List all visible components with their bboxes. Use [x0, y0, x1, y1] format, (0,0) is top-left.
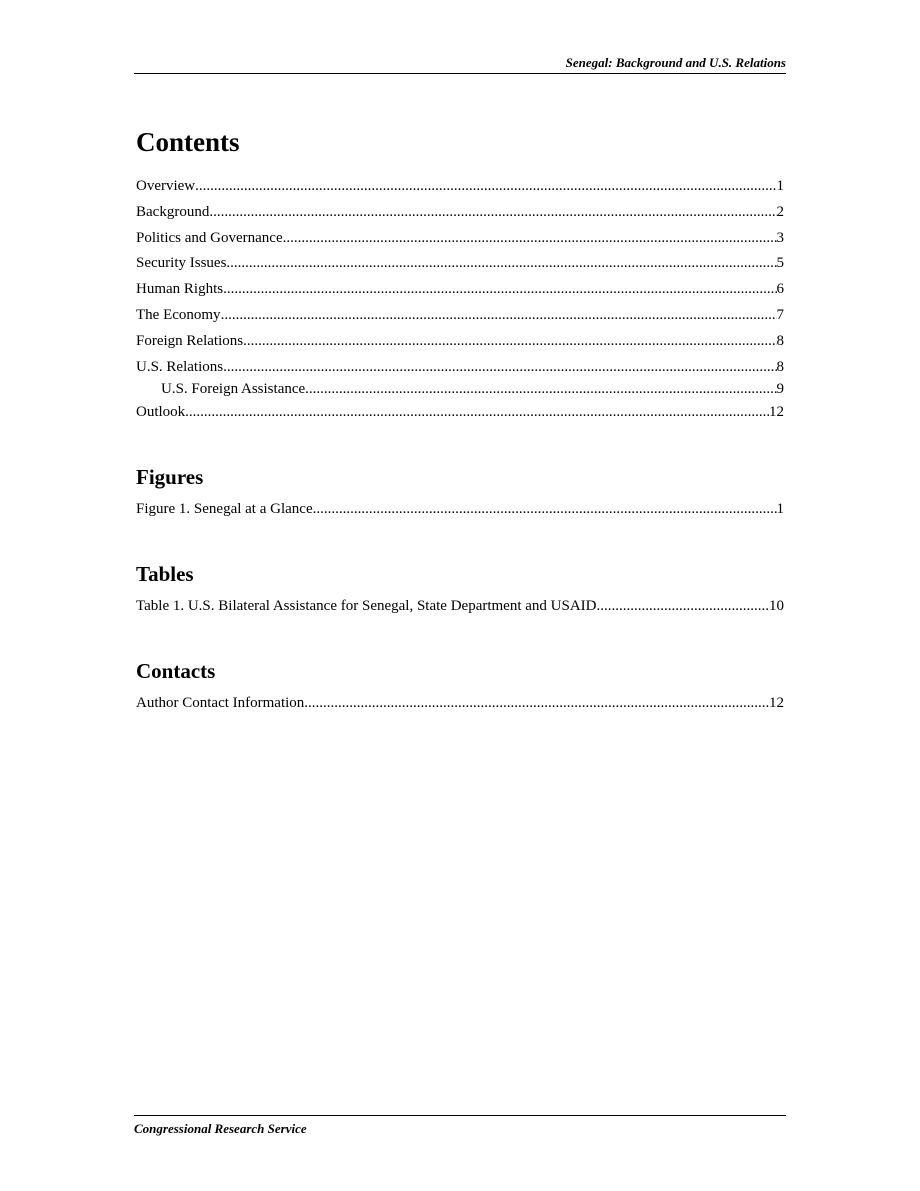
toc-entry-page: 3 [776, 229, 784, 246]
toc-entry-label: U.S. Relations [136, 358, 224, 375]
toc-entry-page: 1 [776, 500, 784, 517]
toc-entry-label: The Economy [136, 306, 221, 323]
contents-list [136, 178, 784, 421]
contents-heading: Contents [136, 127, 240, 157]
dot-leader [209, 204, 776, 221]
dot-leader [283, 230, 777, 247]
dot-leader [313, 501, 777, 518]
toc-entry-politics-and-governance[interactable] [136, 230, 784, 247]
toc-entry-label: U.S. Foreign Assistance [161, 381, 306, 398]
toc-entry-us-relations[interactable] [136, 359, 784, 376]
dot-leader [226, 255, 776, 272]
toc-entry-page: 10 [769, 597, 784, 614]
toc-entry-overview[interactable] [136, 178, 784, 195]
dot-leader [304, 695, 769, 712]
toc-entry-page: 12 [769, 694, 784, 711]
dot-leader [223, 359, 776, 376]
dot-leader [185, 404, 769, 421]
toc-entry-label: Table 1. U.S. Bilateral Assistance for Senegal, State Department and USAID [136, 597, 597, 614]
dot-leader [305, 381, 776, 398]
toc-entry-author-contact-information[interactable] [136, 695, 784, 712]
toc-entry-label: Background [136, 203, 210, 220]
dot-leader [597, 598, 769, 615]
toc-entry-label: Human Rights [136, 281, 224, 298]
toc-entry-page: 12 [769, 403, 784, 420]
running-header-title: Senegal: Background and U.S. Relations [565, 55, 786, 70]
toc-entry-outlook[interactable] [136, 404, 784, 421]
figures-section [136, 463, 784, 518]
toc-entry-background[interactable] [136, 204, 784, 221]
toc-entry-label: Foreign Relations [136, 332, 244, 349]
toc-entry-page: 9 [776, 381, 784, 398]
toc-entry-us-foreign-assistance[interactable] [136, 381, 784, 398]
toc-entry-label: Figure 1. Senegal at a Glance [136, 500, 313, 517]
running-footer [134, 1115, 786, 1137]
figures-heading: Figures [136, 464, 204, 489]
toc-entry-page: 6 [776, 281, 784, 298]
toc-entry-page: 7 [776, 306, 784, 323]
toc-entry-the-economy[interactable] [136, 307, 784, 324]
toc-entry-label: Security Issues [136, 255, 227, 272]
dot-leader [223, 281, 776, 298]
toc-entry-label: Politics and Governance [136, 229, 283, 246]
toc-entry-foreign-relations[interactable] [136, 333, 784, 350]
toc-entry-page: 2 [776, 203, 784, 220]
contacts-section [136, 657, 784, 712]
toc-entry-label: Outlook [136, 403, 186, 420]
dot-leader [195, 178, 776, 195]
toc-entry-label: Author Contact Information [136, 694, 305, 711]
toc-entry-security-issues[interactable] [136, 255, 784, 272]
toc-entry-figure-1[interactable] [136, 501, 784, 518]
tables-heading: Tables [136, 561, 194, 586]
contacts-heading: Contacts [136, 658, 216, 683]
toc-entry-page: 8 [776, 358, 784, 375]
toc-entry-page: 1 [776, 178, 784, 194]
dot-leader [243, 333, 776, 350]
toc-entry-human-rights[interactable] [136, 281, 784, 298]
running-header [134, 55, 786, 74]
table-of-contents [136, 124, 784, 712]
toc-entry-page: 5 [776, 255, 784, 272]
toc-entry-table-1[interactable] [136, 598, 784, 615]
tables-section [136, 560, 784, 615]
footer-organization: Congressional Research Service [134, 1121, 307, 1136]
toc-entry-page: 8 [776, 332, 784, 349]
dot-leader [221, 307, 777, 324]
toc-entry-label: Overview [136, 178, 196, 194]
